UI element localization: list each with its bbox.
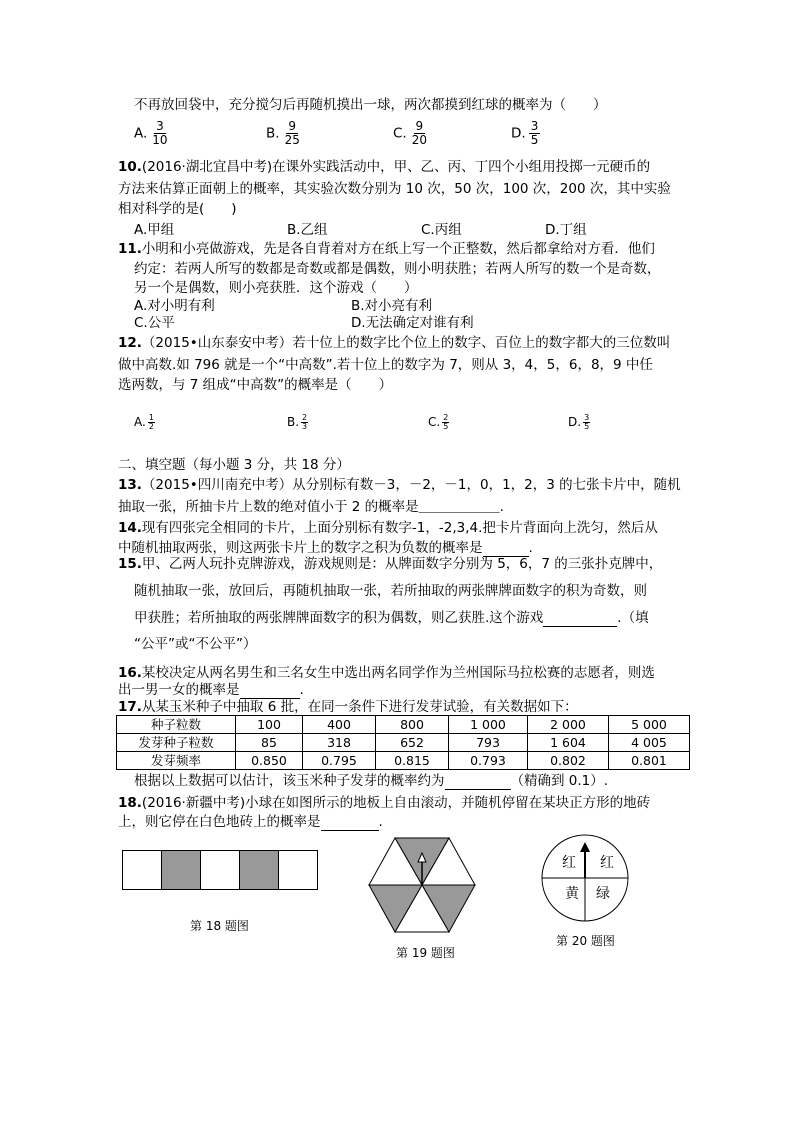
q15-number: 15.	[118, 556, 142, 572]
table-cell: 1 000	[449, 716, 528, 734]
table-cell: 652	[376, 734, 449, 752]
q10-line-3: 相对科学的是( )	[118, 201, 237, 217]
q15-answer-blank[interactable]	[543, 612, 617, 627]
q10-line-1: 10.(2016·湖北宜昌中考)在课外实践活动中，甲、乙、丙、丁四个小组用投掷一元硬币的	[118, 159, 651, 175]
table-row-header: 发芽频率	[117, 752, 236, 770]
germination-table	[116, 715, 690, 770]
q12-option-c: C. $\frac{2}{5}$	[428, 413, 449, 431]
q14-number: 14.	[118, 520, 142, 536]
tile-gray	[162, 851, 201, 890]
q10-option-a: A.甲组	[134, 222, 175, 238]
table-cell: 0.793	[449, 752, 528, 770]
q17-number: 17.	[118, 699, 142, 715]
q9-option-d: D. $\frac{3}{5}$	[511, 119, 539, 147]
spinner-label-top-right: 红	[600, 855, 614, 871]
q18-line-1: 18.(2016·新疆中考)小球在如图所示的地板上自由滚动，并随机停留在某块正方形的地砖	[118, 795, 651, 811]
q9-option-a: A. $\frac{3}{10}$	[134, 119, 168, 147]
q10-option-b: B.乙组	[287, 222, 328, 238]
spinner-label-bottom-right: 绿	[596, 886, 610, 902]
table-cell: 0.815	[376, 752, 449, 770]
q16-number: 16.	[118, 665, 142, 681]
table-cell: 0.850	[236, 752, 303, 770]
q16-line-2: 出一男一女的概率是 .	[118, 682, 304, 698]
table-row-header: 种子粒数	[117, 716, 236, 734]
q15-line-4: “公平”或“不公平”）	[134, 636, 257, 652]
table-cell: 2 000	[528, 716, 609, 734]
table-cell: 793	[449, 734, 528, 752]
table-row	[117, 734, 690, 752]
q10-option-d: D.丁组	[545, 222, 587, 238]
tile-white	[201, 851, 240, 890]
q11-line-3: 另一个是偶数，则小亮获胜．这个游戏（ ）	[134, 280, 418, 296]
q12-line-3: 选两数，与 7 组成“中高数”的概率是（ ）	[118, 377, 393, 393]
q14-line-1: 14.现有四张完全相同的卡片，上面分别标有数字-1，-2,3,4.把卡片背面向上洗匀，然后从	[118, 520, 658, 536]
q12-option-b: B. $\frac{2}{3}$	[287, 413, 308, 431]
q13-number: 13.	[118, 477, 142, 493]
table-cell: 0.802	[528, 752, 609, 770]
q11-option-c: C.公平	[134, 315, 175, 331]
q12-line-2: 做中高数.如 796 就是一个“中高数”.若十位上的数字为 7，则从 3，4，5，6，8，9 中任	[118, 357, 653, 373]
tile-white	[279, 851, 318, 890]
q12-option-a: A. $\frac{1}{2}$	[134, 413, 154, 431]
fig20-caption: 第 20 题图	[556, 934, 615, 948]
q11-line-1: 11.小明和小亮做游戏，先是各自背着对方在纸上写一个正整数，然后都拿给对方看．他们	[118, 241, 655, 257]
table-row	[117, 716, 690, 734]
q18-answer-blank[interactable]	[321, 816, 379, 831]
tile-gray	[240, 851, 279, 890]
fig19-hexagon	[368, 837, 476, 933]
fig20-spinner	[541, 834, 629, 922]
q16-answer-blank[interactable]	[240, 684, 300, 699]
q11-option-a: A.对小明有利	[134, 298, 215, 314]
table-cell: 0.801	[609, 752, 690, 770]
q9-option-b: B. $\frac{9}{25}$	[266, 119, 300, 147]
q15-line-2: 随机抽取一张，放回后，再随机抽取一张，若所抽取的两张牌牌面数字的积为奇数，则	[134, 583, 647, 599]
tile-white	[123, 851, 162, 890]
q12-option-d: D. $\frac{3}{5}$	[568, 413, 590, 431]
q9-option-c: C. $\frac{9}{20}$	[393, 119, 427, 147]
q12-line-1: 12.（2015•山东泰安中考）若十位上的数字比个位上的数字、百位上的数字都大的三位数叫	[118, 335, 671, 351]
table-cell: 85	[236, 734, 303, 752]
q10-number: 10.	[118, 159, 142, 175]
table-row-header: 发芽种子粒数	[117, 734, 236, 752]
table-cell: 1 604	[528, 734, 609, 752]
fig18-caption: 第 18 题图	[190, 919, 249, 933]
table-cell: 5 000	[609, 716, 690, 734]
spinner-label-bottom-left: 黄	[565, 886, 579, 902]
q14-line-2: 中随机抽取两张，则这两张卡片上的数字之积为负数的概率是 .	[118, 540, 533, 556]
q9-stem: 不再放回袋中，充分搅匀后再随机摸出一球，两次都摸到红球的概率为（ ）	[134, 97, 607, 113]
table-cell: 0.795	[303, 752, 376, 770]
q18-line-2: 上，则它停在白色地砖上的概率是 .	[118, 814, 383, 830]
q13-line-2: 抽取一张，所抽卡片上数的绝对值小于 2 的概率是＿＿＿＿＿＿.	[118, 499, 504, 515]
q10-option-c: C.丙组	[421, 222, 462, 238]
q11-option-d: D.无法确定对谁有利	[351, 315, 474, 331]
q16-line-1: 16.某校决定从两名男生和三名女生中选出两名同学作为兰州国际马拉松赛的志愿者，则选	[118, 665, 655, 681]
q13-line-1: 13.（2015•四川南充中考）从分别标有数－3，－2，－1，0，1，2，3 的七张卡片中，随机	[118, 477, 681, 493]
table-cell: 800	[376, 716, 449, 734]
spinner-label-top-left: 红	[562, 855, 576, 871]
q11-number: 11.	[118, 241, 142, 257]
q17-answer-blank[interactable]	[445, 775, 511, 790]
q11-line-2: 约定：若两人所写的数都是奇数或都是偶数，则小明获胜；若两人所写的数一个是奇数，	[134, 261, 661, 277]
table-cell: 400	[303, 716, 376, 734]
q17-after-line: 根据以上数据可以估计，该玉米种子发芽的概率约为 （精确到 0.1）.	[134, 773, 609, 789]
q11-option-b: B.对小亮有利	[351, 298, 433, 314]
q15-line-3: 甲获胜；若所抽取的两张牌牌面数字的积为偶数，则乙获胜.这个游戏 .（填	[134, 610, 649, 626]
q10-line-2: 方法来估算正面朝上的概率，其实验次数分别为 10 次，50 次，100 次，200 次，其中实验	[118, 181, 671, 197]
q15-line-1: 15.甲、乙两人玩扑克牌游戏，游戏规则是：从牌面数字分别为 5，6，7 的三张扑克牌中，	[118, 556, 663, 572]
q17-line-1: 17.从某玉米种子中抽取 6 批，在同一条件下进行发芽试验，有关数据如下：	[118, 699, 578, 715]
q12-number: 12.	[118, 335, 142, 351]
q18-number: 18.	[118, 795, 142, 811]
table-cell: 4 005	[609, 734, 690, 752]
fig19-caption: 第 19 题图	[396, 946, 455, 960]
table-cell: 100	[236, 716, 303, 734]
section-2-heading: 二、填空题（每小题 3 分，共 18 分）	[118, 457, 350, 473]
fig18-tiles	[122, 850, 318, 890]
table-row	[117, 752, 690, 770]
table-cell: 318	[303, 734, 376, 752]
